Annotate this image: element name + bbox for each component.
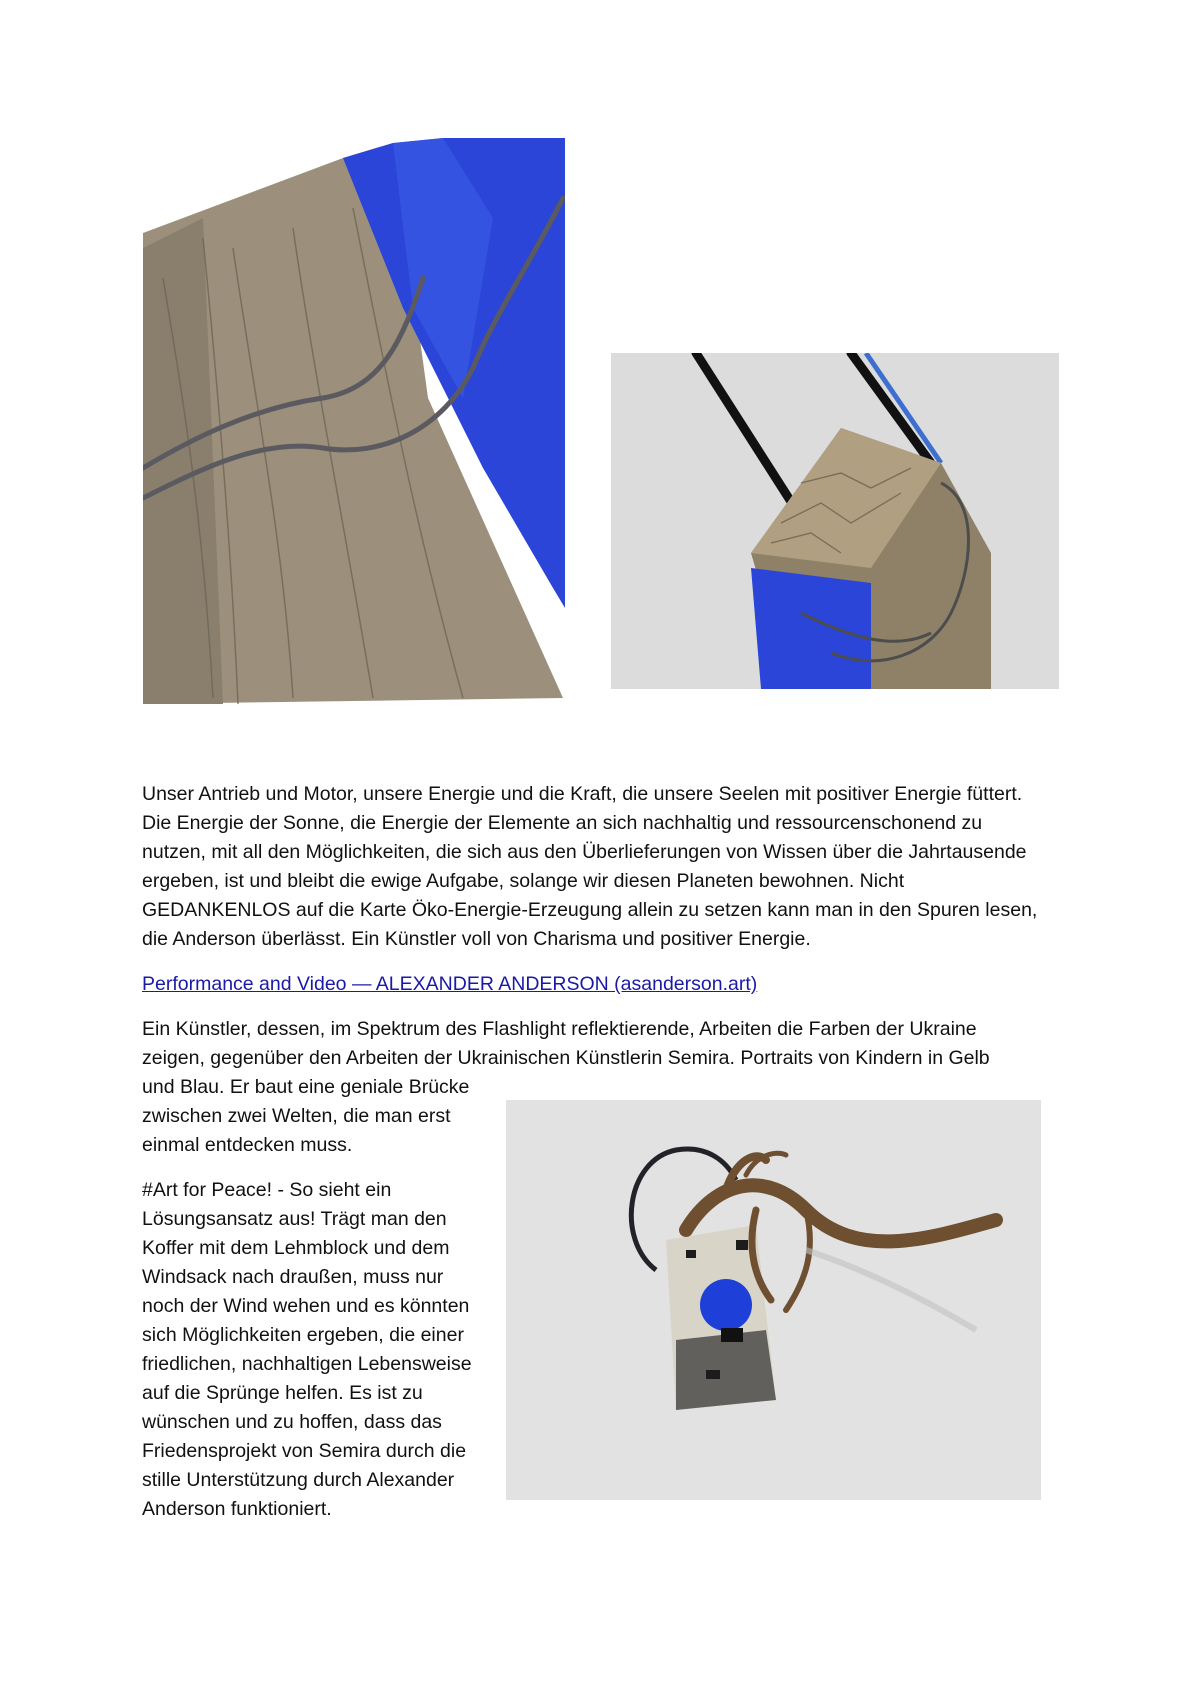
- body-paragraph-ukraine: [142, 1015, 1042, 1073]
- photo-root-sculpture: [506, 1100, 1041, 1500]
- paragraph-text: Ein Künstler, dessen, im Spektrum des Flashlight reflektierende, Arbeiten die Farben der Ukraine zeigen, gegenüber den Arbeiten der Ukrainischen Künstlerin Semira. Portraits von Kindern in Gelb: [142, 1018, 990, 1069]
- paragraph-text: und Blau. Er baut eine geniale Brücke zwischen zwei Welten, die man erst einmal entdecken muss.: [142, 1076, 470, 1156]
- performance-video-link[interactable]: Performance and Video — ALEXANDER ANDERSON (asanderson.art): [142, 973, 758, 995]
- photo-wood-beam-blue-image: [143, 138, 565, 704]
- photo-clay-block-wire: [611, 353, 1059, 689]
- paragraph-text: Unser Antrieb und Motor, unsere Energie und die Kraft, die unsere Seelen mit positiver Energie füttert. Die Energie der Sonne, die Energie der Elemente an sich nachhaltig und ressourcenschonend zu nutzen, mit all den Möglichkeiten, die sich aus den Überlieferungen von Wissen über die Jahrtausende ergeben, ist und bleibt die ewige Aufgabe, solange wir diesen Planeten bewohnen. Nicht GEDANKENLOS auf die Karte Öko-Energie-Erzeugung allein zu setzen kann man in den Spuren lesen, die Anderson überlässt. Ein Künstler voll von Charisma und positiver Energie.: [142, 783, 1038, 950]
- body-paragraph-ukraine-cont: [142, 1073, 482, 1160]
- body-paragraph-energy: [142, 780, 1047, 954]
- paragraph-text: #Art for Peace! - So sieht ein Lösungsansatz aus! Trägt man den Koffer mit dem Lehmblock und dem Windsack nach draußen, muss nur noch der Wind wehen und es könnten sich Möglichkeiten ergeben, die einer friedlichen, nachhaltigen Lebensweise auf die Sprünge helfen. Es ist zu wünschen und zu hoffen, dass das Friedensprojekt von Semira durch die stille Unterstützung durch Alexander Anderson funktioniert.: [142, 1179, 472, 1520]
- photo-wood-beam-blue: [143, 138, 565, 704]
- photo-clay-block-wire-image: [611, 353, 1059, 689]
- photo-root-sculpture-image: [506, 1100, 1041, 1500]
- body-paragraph-art-for-peace: [142, 1176, 487, 1524]
